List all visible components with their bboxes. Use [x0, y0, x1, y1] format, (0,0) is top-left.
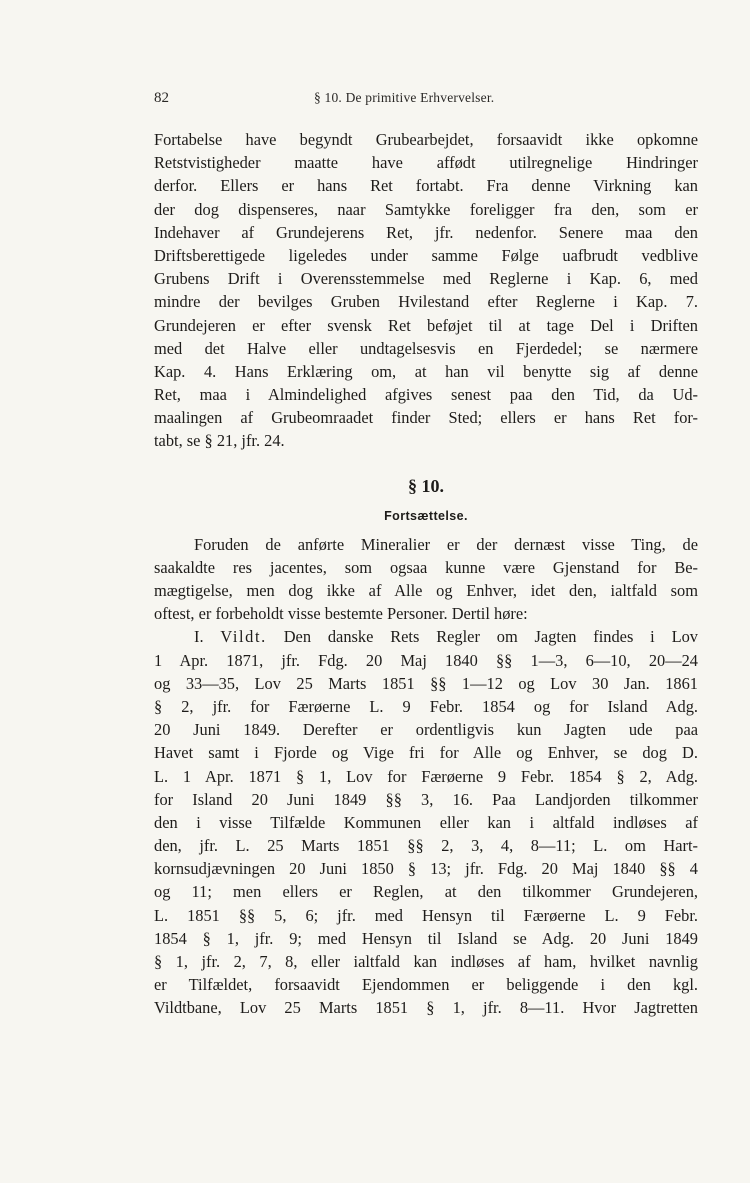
text-line: oftest, er forbeholdt visse bestemte Personer. Dertil høre: [154, 604, 528, 624]
text-line: § 2, jfr. for Færøerne L. 9 Febr. 1854 og for Island Adg. [154, 696, 698, 716]
text-line: er Tilfældet, forsaavidt Ejendommen er beliggende i den kgl. [154, 975, 698, 995]
item-text: Den danske Rets Regler om Jagten findes i Lov [283, 627, 698, 647]
text-line: der dog dispenseres, naar Samtykke foreligger fra den, som er [154, 199, 698, 219]
item-keyword: Vildt. [220, 627, 267, 647]
paragraph-1 [154, 128, 698, 453]
text-line: Foruden de anførte Mineralier er der dernæst visse Ting, de [194, 534, 698, 554]
paragraph-3 [154, 625, 698, 1019]
text-line: med det Halve eller undtagelsesvis en Fjerdedel; se nærmere [154, 338, 698, 358]
running-head: § 10. De primitive Erhvervelser. [314, 90, 495, 105]
text-line: L. 1 Apr. 1871 § 1, Lov for Færøerne 9 Febr. 1854 § 2, Adg. [154, 766, 698, 786]
body-text [154, 128, 698, 1020]
text-line: maalingen af Grubeomraadet finder Sted; ellers er hans Ret for- [154, 408, 698, 428]
page-header [154, 90, 698, 112]
text-line: saakaldte res jacentes, som ogsaa kunne være Gjenstand for Be- [154, 557, 698, 577]
item-numeral: I. [194, 627, 204, 647]
text-line: den, jfr. L. 25 Marts 1851 §§ 2, 3, 4, 8—11; L. om Hart- [154, 836, 698, 856]
text-line: mindre der bevilges Gruben Hvilestand efter Reglerne i Kap. 7. [154, 292, 698, 312]
text-line: Kap. 4. Hans Erklæring om, at han vil benytte sig af denne [154, 361, 698, 381]
text-line: 1854 § 1, jfr. 9; med Hensyn til Island se Adg. 20 Juni 1849 [154, 928, 698, 948]
text-line: for Island 20 Juni 1849 §§ 3, 16. Paa Landjorden tilkommer [154, 789, 698, 809]
text-line [154, 625, 698, 648]
text-line: Grundejeren er efter svensk Ret beføjet til at tage Del i Driften [154, 315, 698, 335]
text-line: mægtigelse, men dog ikke af Alle og Enhver, idet den, ialtfald som [154, 581, 698, 600]
text-line: L. 1851 §§ 5, 6; jfr. med Hensyn til Færøerne L. 9 Febr. [154, 905, 698, 925]
page-number: 82 [154, 90, 169, 106]
text-line: Indehaver af Grundejerens Ret, jfr. nedenfor. Senere maa den [154, 222, 698, 242]
text-line: § 1, jfr. 2, 7, 8, eller ialtfald kan indløses af ham, hvilket navnlig [154, 952, 698, 971]
text-line: Havet samt i Fjorde og Vige fri for Alle og Enhver, se dog D. [154, 743, 698, 763]
text-line: og 11; men ellers er Reglen, at den tilkommer Grundejeren, [154, 882, 698, 902]
text-line: derfor. Ellers er hans Ret fortabt. Fra denne Virkning kan [154, 176, 698, 196]
text-line: tabt, se § 21, jfr. 24. [154, 431, 285, 451]
text-line: 20 Juni 1849. Derefter er ordentligvis kun Jagten ude paa [154, 720, 698, 740]
text-line: Grubens Drift i Overensstemmelse med Reglerne i Kap. 6, med [154, 269, 698, 289]
text-line: Fortabelse have begyndt Grubearbejdet, forsaavidt ikke opkomne [154, 130, 698, 149]
text-line: og 33—35, Lov 25 Marts 1851 §§ 1—12 og Lov 30 Jan. 1861 [154, 673, 698, 693]
text-line: kornsudjævningen 20 Juni 1850 § 13; jfr. Fdg. 20 Maj 1840 §§ 4 [154, 859, 698, 879]
text-line: Ret, maa i Almindelighed afgives senest paa den Tid, da Ud- [154, 385, 698, 405]
paragraph-2 [154, 533, 698, 626]
text-line: Vildtbane, Lov 25 Marts 1851 § 1, jfr. 8—11. Hvor Jagtretten [154, 998, 698, 1018]
text-line: Driftsberettigede ligeledes under samme Følge uafbrudt vedblive [154, 245, 698, 265]
text-line: 1 Apr. 1871, jfr. Fdg. 20 Maj 1840 §§ 1—3, 6—10, 20—24 [154, 650, 698, 670]
section-heading: § 10. [408, 475, 444, 496]
text-line: den i visse Tilfælde Kommunen eller kan i altfald indløses af [154, 812, 698, 832]
text-line: Retstvistigheder maatte have affødt utilregnelige Hindringer [154, 153, 698, 173]
section-subtitle: Fortsættelse. [384, 508, 468, 523]
